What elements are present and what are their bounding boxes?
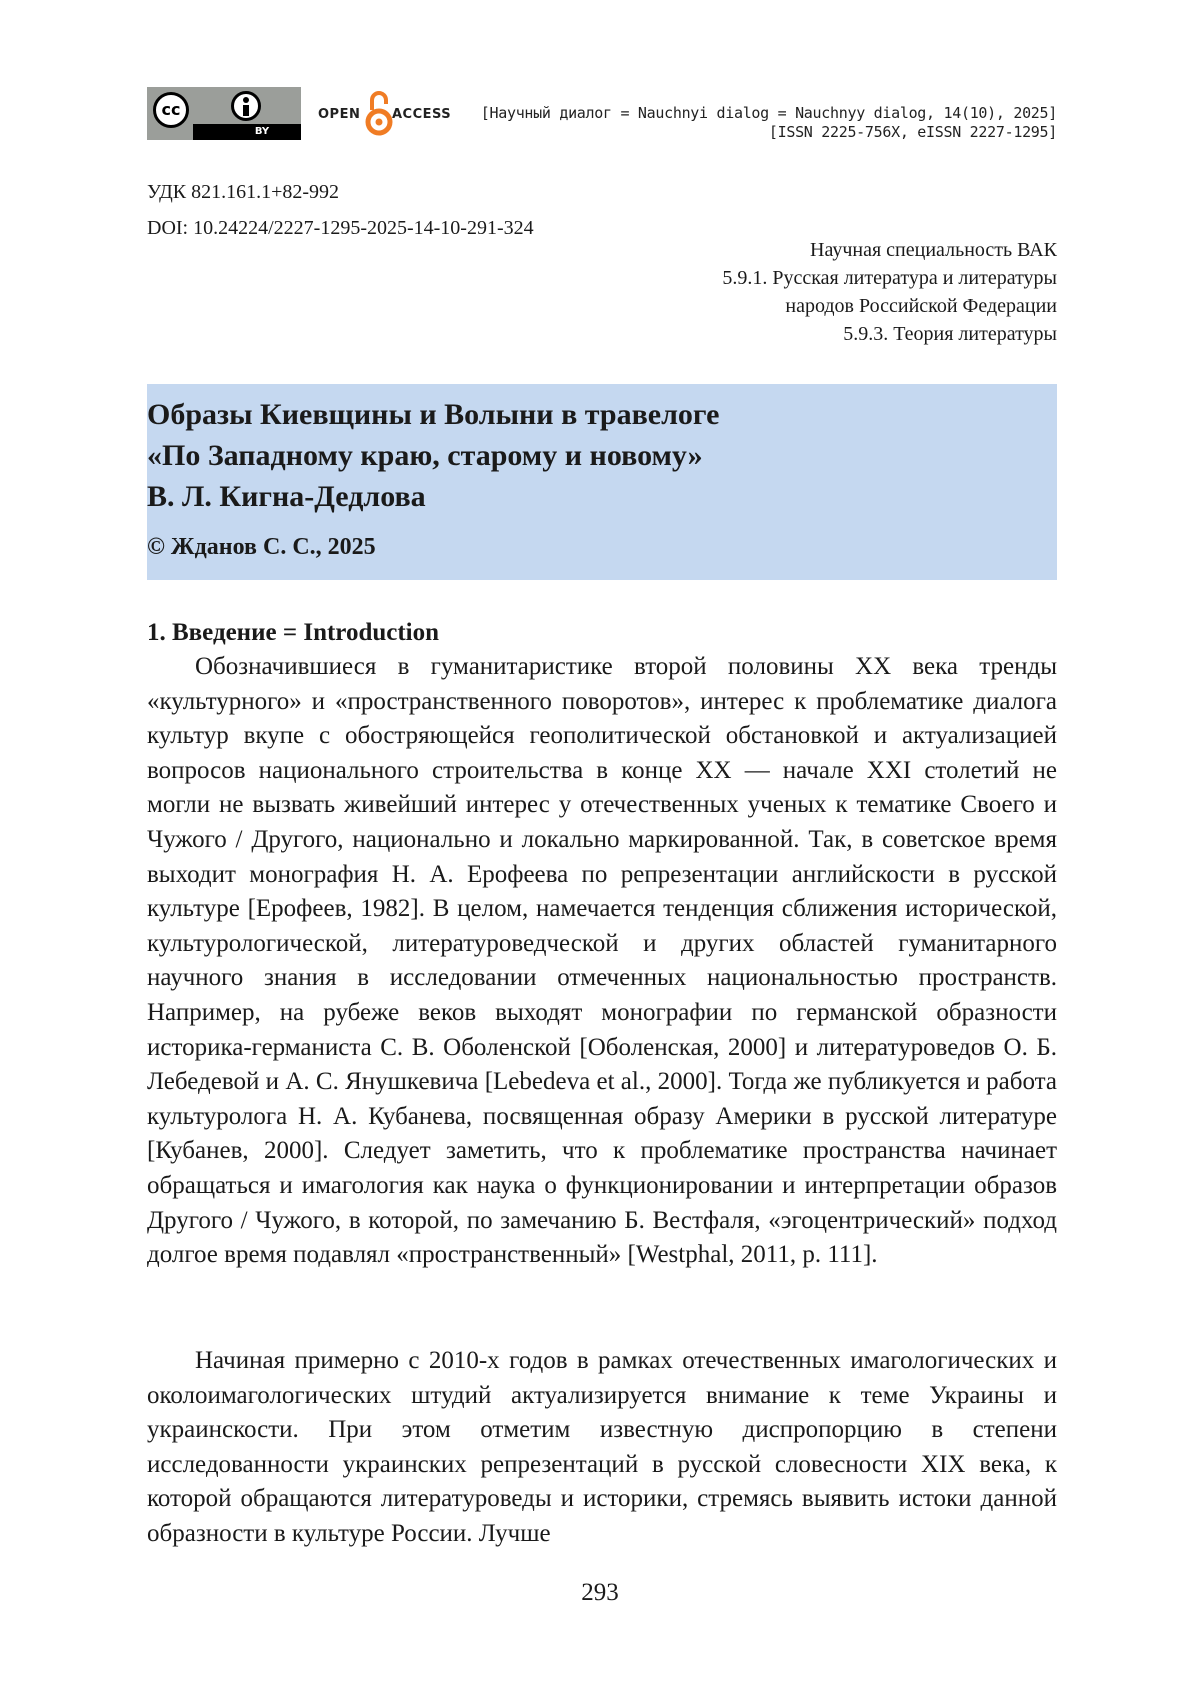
udk-code: УДК 821.161.1+82-992	[147, 181, 340, 203]
title-line-1: Образы Киевщины и Волыни в травелоге	[147, 398, 720, 431]
cc-by-license-badge	[147, 87, 301, 140]
open-access-left-text: OPEN	[318, 107, 361, 122]
open-access-lock-icon	[364, 88, 394, 138]
cc-icon: cc	[153, 92, 189, 128]
person-icon	[231, 91, 261, 121]
title-line-2: «По Западному краю, старому и новому»	[147, 439, 703, 472]
scientific-specialty	[722, 236, 1057, 348]
body-paragraph: Обозначившиеся в гуманитаристике второй половины XX века тренды «культурного» и «пространственного поворотов», интерес к проблематике диалога культур вкупе с обостряющейся геополитической обстановкой и актуализацией вопросов национального строительства в конце XX — начале XXI столетий не могли не вызвать живейший интерес у отечественных ученых к тематике Своего и Чужого / Другого, национально и локально маркированной. Так, в советское время выходит монография Н. А. Ерофеева по репрезентации английскости в русской культуре [Ерофеев, 1982]. В целом, намечается тенденция сближения исторической, культурологической, литературоведческой и других областей гуманитарного научного знания в исследовании отмеченных национальностью пространств. Например, на рубеже веков выходят монографии по германской образности историка-германиста С. В. Оболенской [Оболенская, 2000] и литературоведов О. Б. Лебедевой и А. С. Янушкевича [Lebedeva et al., 2000]. Тогда же публикуется и работа культуролога Н. А. Кубанева, посвященная образу Америки в русской литературе [Кубанев, 2000]. Следует заметить, что к проблематике пространства начинает обращаться и имагология как наука о функционировании и интерпретации образов Другого / Чужого, в которой, по замечанию Б. Вестфаля, «эгоцентрический» подход долгое время подавлял «пространственный» [Westphal, 2011, p. 111].	[147, 653, 1057, 1269]
page-number: 293	[581, 1579, 619, 1606]
specialty-line-2: 5.9.1. Русская литература и литературы	[722, 267, 1057, 289]
journal-line-1: [Научный диалог = Nauchnyi dialog = Nauchnyy dialog, 14(10), 2025]	[480, 104, 1057, 122]
title-line-3: В. Л. Кигна-Дедлова	[147, 480, 426, 513]
by-label: BY	[193, 124, 301, 140]
section-heading: 1. Введение = Introduction	[147, 619, 440, 646]
open-access-logo	[318, 88, 458, 138]
article-title	[147, 394, 719, 517]
specialty-line-4: 5.9.3. Теория литературы	[843, 323, 1057, 345]
doi[interactable]: DOI: 10.24224/2227-1295-2025-14-10-291-324	[147, 217, 534, 239]
title-block	[147, 384, 1057, 580]
author-copyright: © Жданов С. С., 2025	[147, 534, 376, 560]
body-paragraph: Начиная примерно с 2010-х годов в рамках отечественных имагологических и околоимагологических штудий актуализируется внимание к теме Украины и украинскости. При этом отметим известную диспропорцию в степени исследованности украинских репрезентаций в русской словесности XIX века, к которой обращаются литературоведы и историки, стремясь выявить истоки данной образности в культуре России. Лучше	[147, 1347, 1057, 1547]
journal-line-2: [ISSN 2225-756X, eISSN 2227-1295]	[768, 123, 1057, 141]
specialty-line-3: народов Российской Федерации	[785, 295, 1057, 317]
specialty-line-1: Научная специальность ВАК	[810, 239, 1057, 261]
open-access-right-text: ACCESS	[392, 107, 452, 122]
journal-citation	[481, 104, 1057, 142]
article-metadata	[147, 174, 534, 246]
